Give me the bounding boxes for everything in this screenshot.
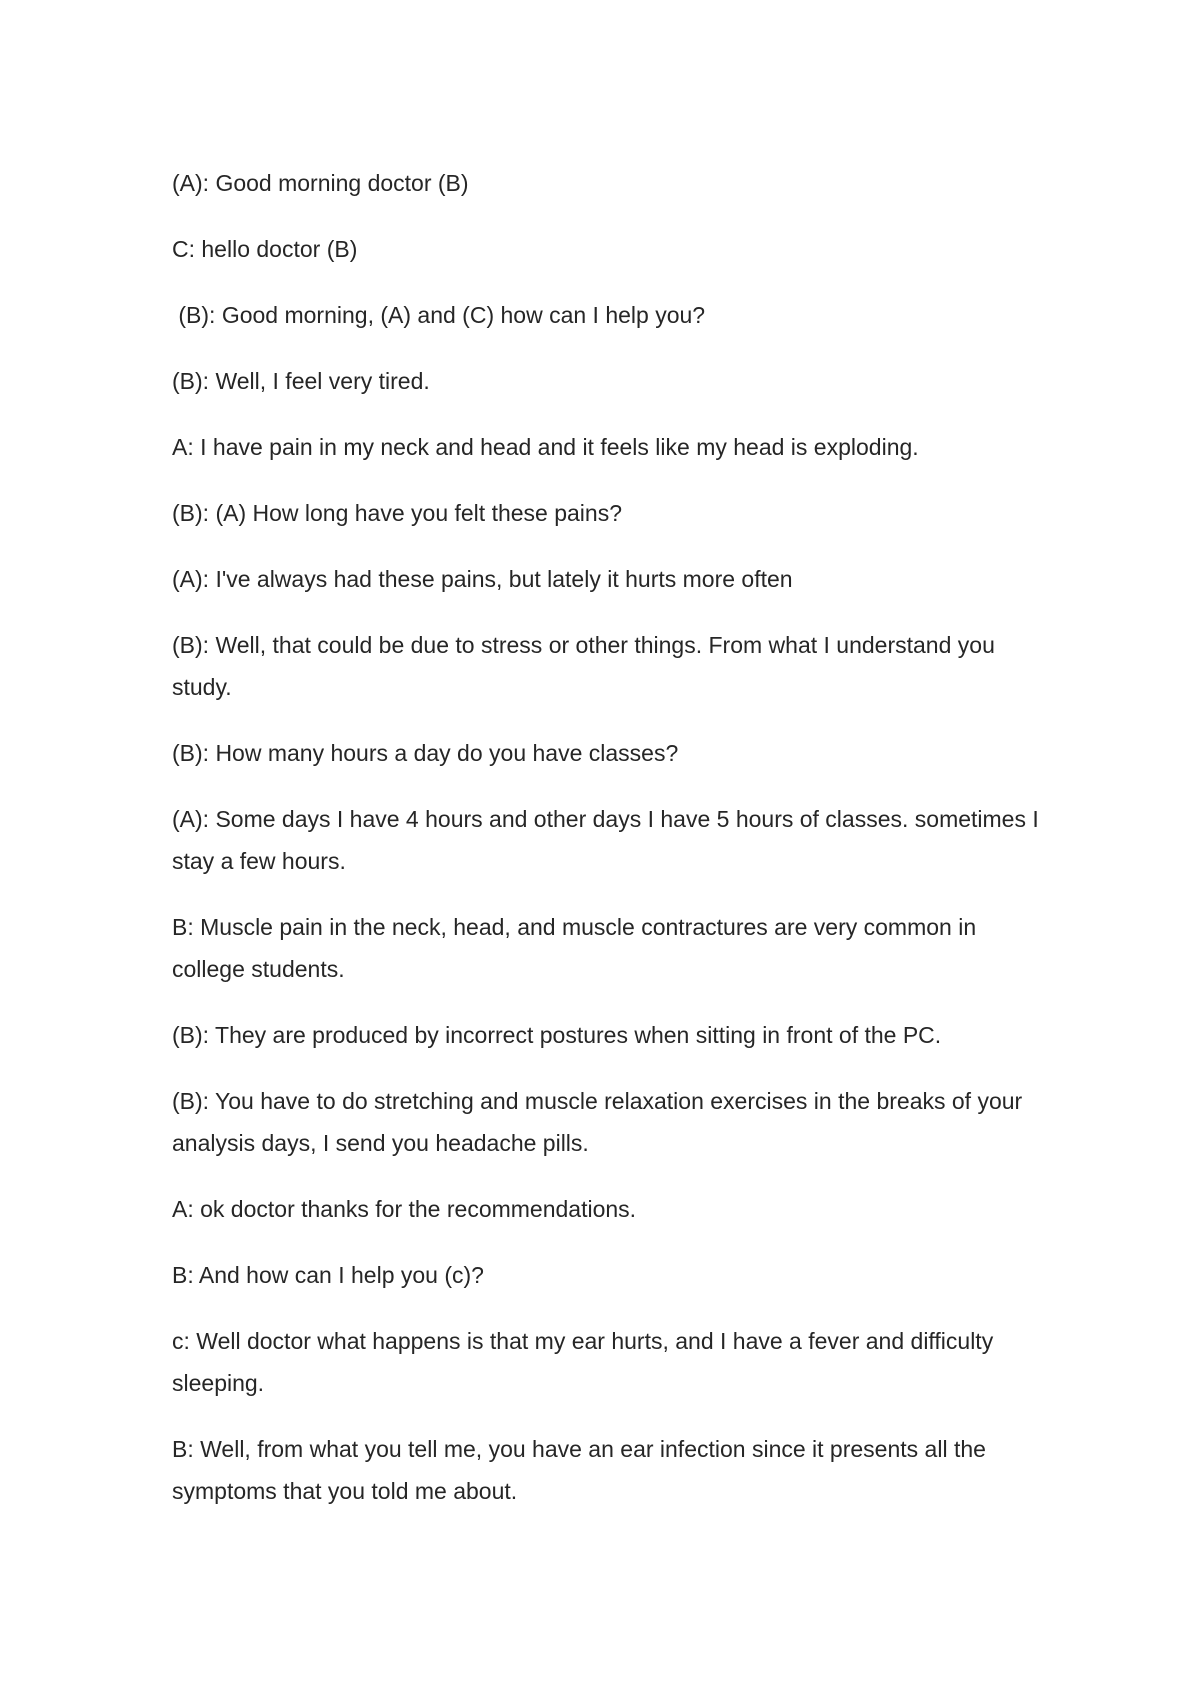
- dialogue-line: (B): They are produced by incorrect postures when sitting in front of the PC.: [172, 1022, 942, 1048]
- dialogue-line: (A): I've always had these pains, but lately it hurts more often: [172, 566, 793, 592]
- dialogue-line: (B): Good morning, (A) and (C) how can I help you?: [172, 302, 706, 328]
- dialogue-line: A: I have pain in my neck and head and it feels like my head is exploding.: [172, 434, 919, 460]
- dialogue-line: B: And how can I help you (c)?: [172, 1262, 484, 1288]
- dialogue-line: B: Well, from what you tell me, you have an ear infection since it presents all the symptoms that you told me about.: [172, 1436, 993, 1504]
- dialogue-line: (B): Well, that could be due to stress or other things. From what I understand you study.: [172, 632, 1002, 700]
- dialogue-line: A: ok doctor thanks for the recommendations.: [172, 1196, 637, 1222]
- document-body: [172, 162, 1046, 1536]
- dialogue-line: (A): Good morning doctor (B): [172, 170, 469, 196]
- dialogue-line: c: Well doctor what happens is that my ear hurts, and I have a fever and difficulty sleeping.: [172, 1328, 1000, 1396]
- dialogue-line: (B): Well, I feel very tired.: [172, 368, 430, 394]
- dialogue-line: (A): Some days I have 4 hours and other days I have 5 hours of classes. sometimes I stay a few hours.: [172, 806, 1046, 874]
- dialogue-line: C: hello doctor (B): [172, 236, 358, 262]
- dialogue-line: (B): (A) How long have you felt these pains?: [172, 500, 623, 526]
- dialogue-line: (B): You have to do stretching and muscle relaxation exercises in the breaks of your analysis days, I send you headache pills.: [172, 1088, 1029, 1156]
- dialogue-line: (B): How many hours a day do you have classes?: [172, 740, 679, 766]
- dialogue-line: B: Muscle pain in the neck, head, and muscle contractures are very common in college students.: [172, 914, 983, 982]
